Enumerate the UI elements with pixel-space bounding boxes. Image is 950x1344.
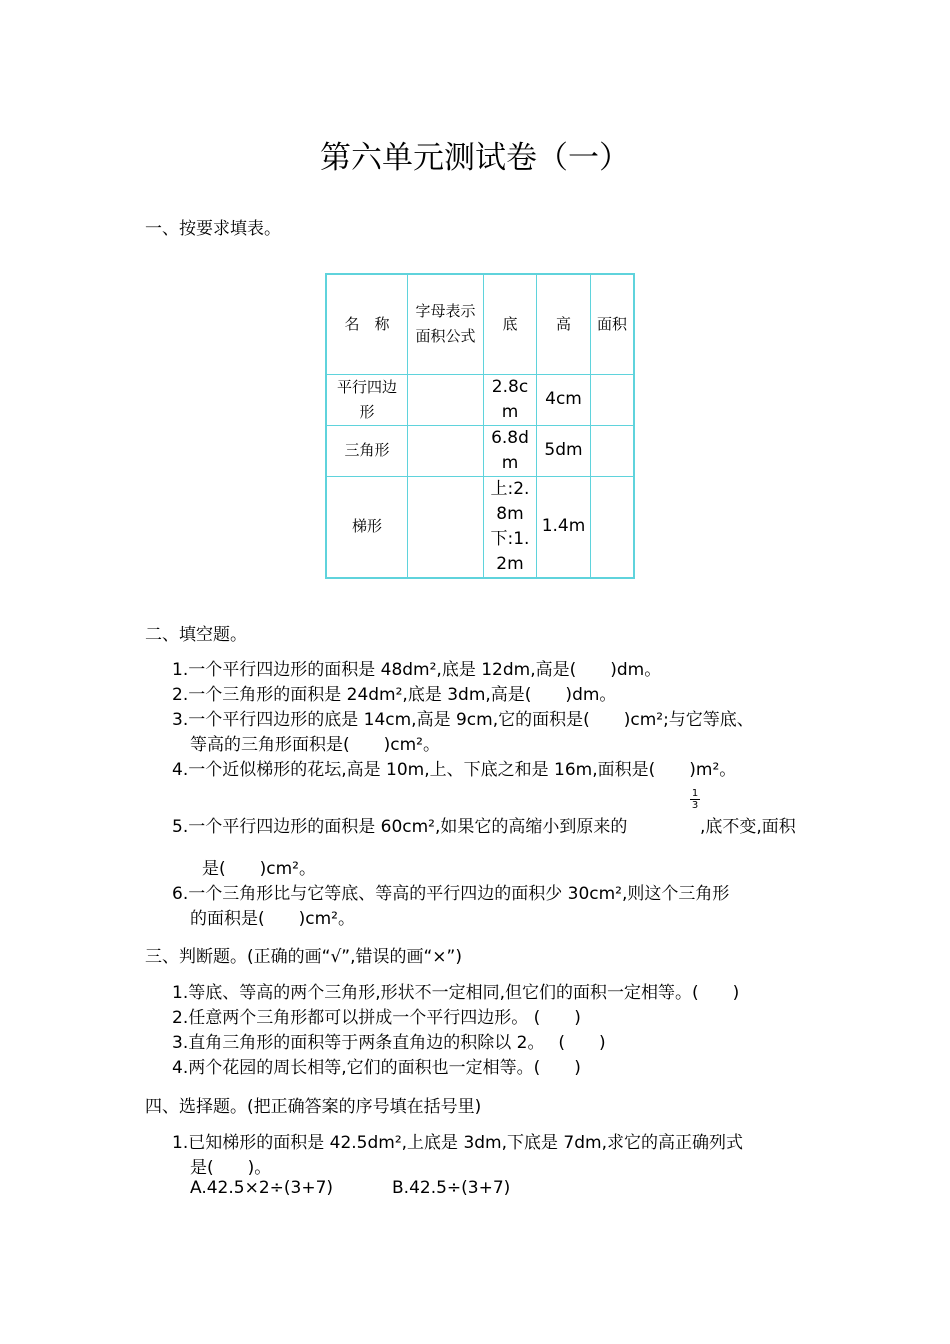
- row-3-area[interactable]: [591, 476, 635, 578]
- header-name: 名 称: [326, 274, 408, 374]
- section-1-heading: 一、按要求填表。: [145, 219, 281, 239]
- section-3-heading: 三、判断题。(正确的画“√”,错误的画“×”): [145, 947, 462, 967]
- row-2-formula[interactable]: [408, 425, 484, 476]
- choice-question-1-line-2: 是( )。: [190, 1158, 272, 1178]
- fill-question-1: 1.一个平行四边形的面积是 48dm²,底是 12dm,高是( )dm。: [172, 660, 662, 680]
- row-3-height: 1.4m: [537, 476, 591, 578]
- page-title: 第六单元测试卷（一）: [320, 140, 630, 176]
- judge-question-3: 3.直角三角形的面积等于两条直角边的积除以 2。 ( ): [172, 1033, 606, 1053]
- row-3-formula[interactable]: [408, 476, 484, 578]
- fill-question-5-line-2: 是( )cm²。: [202, 859, 316, 879]
- header-height: 高: [537, 274, 591, 374]
- fill-table: [325, 273, 635, 579]
- row-1-height: 4cm: [537, 374, 591, 425]
- row-1-formula[interactable]: [408, 374, 484, 425]
- fraction-denominator: 3: [691, 800, 699, 811]
- header-base: 底: [484, 274, 537, 374]
- fill-question-2: 2.一个三角形的面积是 24dm²,底是 3dm,高是( )dm。: [172, 685, 617, 705]
- section-2-heading: 二、填空题。: [145, 625, 247, 645]
- fill-question-3-line-1: 3.一个平行四边形的底是 14cm,高是 9cm,它的面积是( )cm²;与它等底、: [172, 710, 754, 730]
- judge-question-2: 2.任意两个三角形都可以拼成一个平行四边形。 ( ): [172, 1008, 581, 1028]
- row-1-base: 2.8cm: [484, 374, 537, 425]
- judge-question-1: 1.等底、等高的两个三角形,形状不一定相同,但它们的面积一定相等。( ): [172, 983, 740, 1003]
- header-area: 面积: [591, 274, 635, 374]
- row-2-area[interactable]: [591, 425, 635, 476]
- row-3-name: 梯形: [326, 476, 408, 578]
- row-2-name: 三角形: [326, 425, 408, 476]
- judge-question-4: 4.两个花园的周长相等,它们的面积也一定相等。( ): [172, 1058, 581, 1078]
- fill-question-3-line-2: 等高的三角形面积是( )cm²。: [190, 735, 440, 755]
- row-1-area[interactable]: [591, 374, 635, 425]
- fraction-one-third: [690, 788, 700, 811]
- row-3-base: 上:2.8m下:1.2m: [484, 476, 537, 578]
- row-2-height: 5dm: [537, 425, 591, 476]
- fill-question-5-line-1b: ,底不变,面积: [700, 817, 796, 837]
- row-1-name: 平行四边形: [326, 374, 408, 425]
- fill-question-6-line-2: 的面积是( )cm²。: [190, 909, 355, 929]
- row-2-base: 6.8dm: [484, 425, 537, 476]
- choice-option-a: A.42.5×2÷(3+7): [190, 1178, 334, 1198]
- choice-option-b: B.42.5÷(3+7): [392, 1178, 511, 1198]
- fill-question-4: 4.一个近似梯形的花坛,高是 10m,上、下底之和是 16m,面积是( )m²。: [172, 760, 737, 780]
- header-formula: 字母表示面积公式: [408, 274, 484, 374]
- fill-question-6-line-1: 6.一个三角形比与它等底、等高的平行四边的面积少 30cm²,则这个三角形: [172, 884, 730, 904]
- fill-question-5-line-1: 5.一个平行四边形的面积是 60cm²,如果它的高缩小到原来的: [172, 817, 628, 837]
- choice-question-1-line-1: 1.已知梯形的面积是 42.5dm²,上底是 3dm,下底是 7dm,求它的高正确列式: [172, 1133, 743, 1153]
- fraction-numerator: 1: [691, 788, 699, 799]
- section-4-heading: 四、选择题。(把正确答案的序号填在括号里): [145, 1097, 482, 1117]
